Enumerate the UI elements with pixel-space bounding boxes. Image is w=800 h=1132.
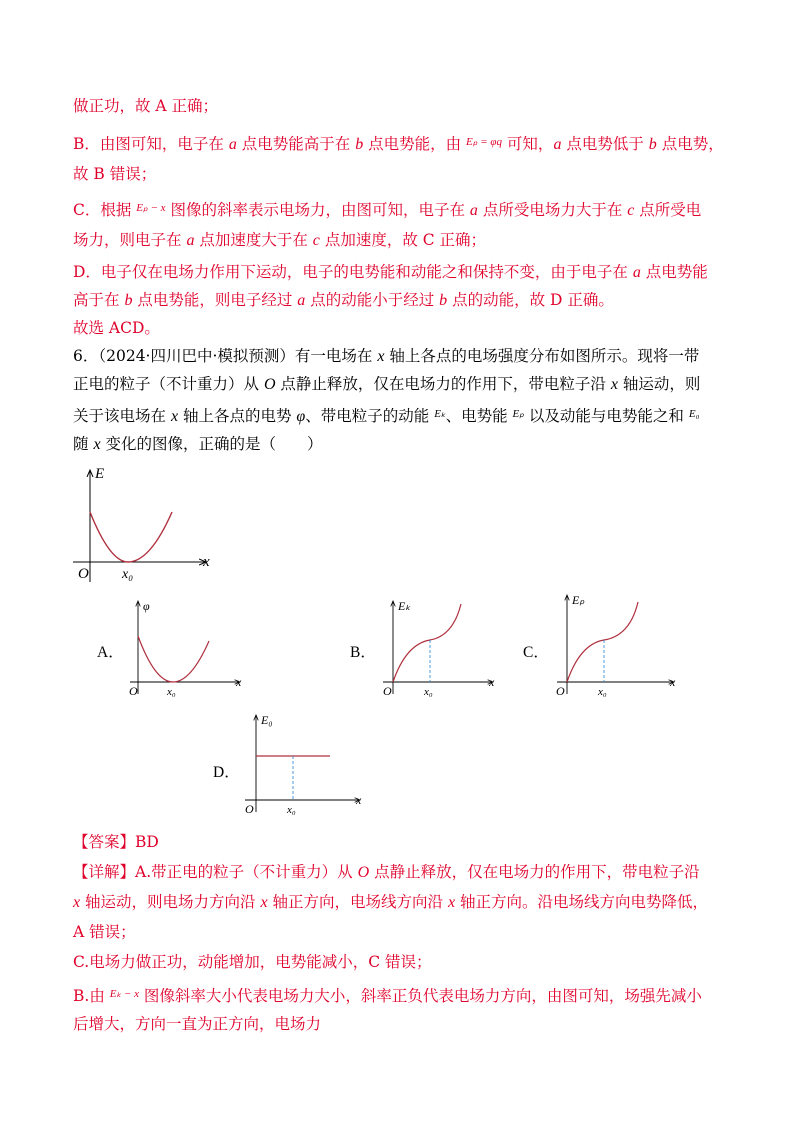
svg-text:x: x bbox=[670, 675, 676, 689]
graph-option-b[interactable] bbox=[378, 596, 508, 706]
graph-option-c[interactable] bbox=[552, 590, 682, 700]
detail-line-1: 【详解】A.带正电的粒子（不计重力）从 O 点静止释放，仅在电场力的作用下，带电粒子沿 bbox=[73, 863, 700, 881]
question-line-1: 6．（2024·四川巴中·模拟预测）有一电场在 x 轴上各点的电场强度分布如图所示。现将一带 bbox=[73, 347, 700, 365]
answer-value: BD bbox=[135, 833, 159, 851]
graph-option-d[interactable] bbox=[240, 710, 370, 820]
svg-text:E₀: E₀ bbox=[261, 713, 273, 727]
option-d-label[interactable]: D． bbox=[213, 764, 240, 781]
detail-line-6: 后增大，方向一直为正方向，电场力 bbox=[73, 1015, 322, 1033]
main-curve bbox=[90, 512, 172, 562]
text-line-7: 高于在 b 点电势能，则电子经过 a 点的动能小于经过 b 点的动能，故 D 正确。 bbox=[73, 291, 614, 309]
text-line-8: 故选 ACD。 bbox=[73, 319, 160, 337]
question-line-3: 关于该电场在 x 轴上各点的电势 φ、带电粒子的动能 $^{E_k}$、电势能 $^{E_p}$ 以及动能与电势能之和 $^{E_0}$ bbox=[73, 407, 700, 425]
option-c-label[interactable]: C． bbox=[523, 644, 549, 661]
detail-line-2: x 轴运动，则电场力方向沿 x 轴正方向，电场线方向沿 x 轴正方向。沿电场线方向电势降低， bbox=[73, 893, 708, 911]
svg-text:O: O bbox=[129, 684, 138, 698]
detail-line-5: B.由 $^{E_k - x}$ 图像斜率大小代表电场力大小，斜率正负代表电场力方向，由图可知，场强先减小 bbox=[73, 987, 702, 1005]
formula-ek-x: Eₖ − x bbox=[109, 988, 139, 1000]
svg-text:x₀: x₀ bbox=[287, 804, 296, 816]
detail-line-4: C.电场力做正功，动能增加，电势能减小，C 错误； bbox=[73, 953, 432, 971]
text-line-2: B．由图可知，电子在 a 点电势能高于在 b 点电势能，由 $^{E_p = \varphi q}$ 可知，a 点电势低于 b 点电势， bbox=[73, 135, 724, 153]
text-line-6: D．电子仅在电场力作用下运动，电子的电势能和动能之和保持不变，由于电子在 a 点电势能 bbox=[73, 263, 708, 281]
svg-text:O: O bbox=[556, 684, 565, 698]
option-b-curve bbox=[393, 604, 461, 682]
main-y-label: E bbox=[95, 466, 105, 482]
question-line-4: 随 x 变化的图像，正确的是（ ） bbox=[73, 435, 323, 453]
text-line-4: C．根据 $^{E_p - x}$ 图像的斜率表示电场力，由图可知，电子在 a 点所受电场力大于在 c 点所受电 bbox=[73, 201, 702, 219]
formula-ep-eq: Eₚ = φq bbox=[466, 136, 502, 148]
svg-text:x: x bbox=[489, 675, 495, 689]
text-line-3: 故 B 错误； bbox=[73, 165, 157, 183]
main-x-label: x bbox=[203, 554, 210, 570]
question-line-2: 正电的粒子（不计重力）从 O 点静止释放，仅在电场力的作用下，带电粒子沿 x 轴运动，则 bbox=[73, 375, 701, 393]
option-b-label[interactable]: B． bbox=[350, 644, 376, 661]
option-c-curve bbox=[567, 602, 638, 682]
svg-text:x₀: x₀ bbox=[598, 686, 607, 698]
main-x0-label: x₀ bbox=[122, 567, 134, 582]
svg-text:φ: φ bbox=[143, 599, 150, 613]
option-a-curve bbox=[138, 636, 209, 682]
svg-text:Eₖ: Eₖ bbox=[398, 599, 411, 613]
text-line-5: 场力，则电子在 a 点加速度大于在 c 点加速度，故 C 正确； bbox=[73, 231, 487, 249]
main-origin-label: O bbox=[78, 566, 89, 582]
formula-ep-x: Eₚ − x bbox=[136, 202, 166, 214]
svg-text:x: x bbox=[356, 793, 362, 807]
svg-text:O: O bbox=[245, 802, 254, 816]
option-a-label[interactable]: A． bbox=[97, 644, 124, 661]
answer-line: 【答案】BD bbox=[73, 833, 159, 851]
svg-text:Eₚ: Eₚ bbox=[572, 593, 585, 607]
svg-text:x: x bbox=[236, 675, 242, 689]
svg-text:O: O bbox=[383, 684, 392, 698]
text-line-1: 做正功，故 A 正确； bbox=[73, 97, 219, 115]
svg-text:x₀: x₀ bbox=[167, 686, 176, 698]
graph-option-a[interactable] bbox=[125, 596, 255, 706]
graph-main-e-x bbox=[70, 462, 230, 592]
svg-text:x₀: x₀ bbox=[424, 686, 433, 698]
detail-line-3: A 错误； bbox=[73, 923, 136, 941]
